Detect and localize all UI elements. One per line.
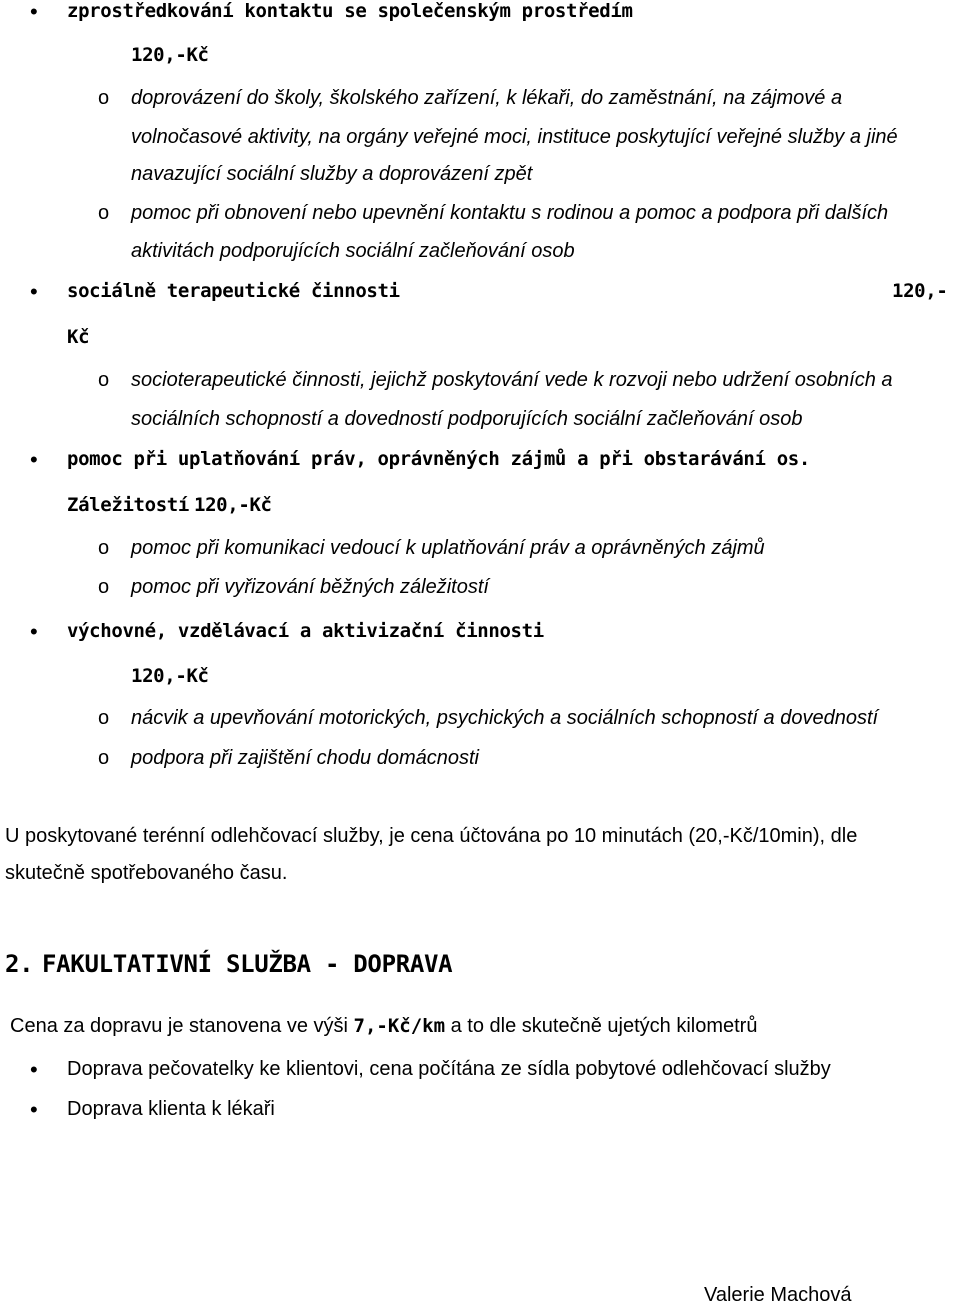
price-value: 7,-Kč/km (353, 1015, 446, 1037)
note-paragraph-line: U poskytované terénní odlehčovací služby, je cena účtována po 10 minutách (20,-Kč/10min), dle (5, 825, 858, 847)
section-heading-continued: Záležitostí (67, 494, 189, 516)
bullet-marker: • (30, 279, 38, 304)
sub-bullet-marker: o (98, 87, 110, 109)
section-price-continued: Kč (67, 326, 90, 348)
list-item-line: navazující sociální služby a doprovázení zpět (131, 163, 533, 185)
list-item-line: sociálních schopností a dovedností podporujících sociální začleňování osob (131, 408, 803, 430)
section2-title: FAKULTATIVNÍ SLUŽBA - DOPRAVA (42, 950, 453, 978)
list-item-line: doprovázení do školy, školského zařízení, k lékaři, do zaměstnání, na zájmové a (131, 87, 843, 109)
list-item-line: aktivitách podporujících sociální začleňování osob (131, 240, 575, 262)
list-item-line: socioterapeutické činnosti, jejichž poskytování vede k rozvoji nebo udržení osobních a (131, 369, 893, 391)
bullet-marker: • (30, 0, 38, 24)
section-heading: sociálně terapeutické činnosti (67, 280, 400, 302)
sub-bullet-marker: o (98, 747, 110, 769)
sub-bullet-marker: o (98, 369, 110, 391)
price-prefix: Cena za dopravu je stanovena ve výši (10, 1015, 348, 1037)
sub-bullet-marker: o (98, 202, 110, 224)
section-heading: pomoc při uplatňování práv, oprávněných zájmů a při obstarávání os. (67, 448, 810, 470)
list-item-line: pomoc při komunikaci vedoucí k uplatňování práv a oprávněných zájmů (131, 537, 765, 559)
list-item-line: nácvik a upevňování motorických, psychických a sociálních schopností a dovedností (131, 707, 879, 729)
section-price: 120,-Kč (131, 665, 209, 687)
list-item-line: volnočasové aktivity, na orgány veřejné moci, instituce poskytující veřejné služby a jiné (131, 126, 898, 148)
list-item-line: podpora při zajištění chodu domácnosti (131, 747, 479, 769)
sub-bullet-marker: o (98, 576, 110, 598)
section-heading: zprostředkování kontaktu se společenským prostředím (67, 0, 633, 22)
section2-number: 2. (5, 950, 34, 978)
bullet-marker: • (30, 1097, 38, 1122)
list-item: Doprava pečovatelky ke klientovi, cena počítána ze sídla pobytové odlehčovací služby (67, 1058, 831, 1080)
list-item-line: pomoc při obnovení nebo upevnění kontaktu s rodinou a pomoc a podpora při dalších (131, 202, 889, 224)
sub-bullet-marker: o (98, 707, 110, 729)
list-item-line: pomoc při vyřizování běžných záležitostí (131, 576, 489, 598)
bullet-marker: • (30, 447, 38, 472)
sub-bullet-marker: o (98, 537, 110, 559)
bullet-marker: • (30, 619, 38, 644)
section-price: 120,-Kč (131, 44, 209, 66)
bullet-marker: • (30, 1057, 38, 1082)
section-price: 120,- (892, 280, 948, 302)
list-item: Doprava klienta k lékaři (67, 1098, 275, 1120)
price-suffix: a to dle skutečně ujetých kilometrů (450, 1015, 758, 1037)
note-paragraph-line: skutečně spotřebovaného času. (5, 862, 288, 884)
signature: Valerie Machová (704, 1284, 852, 1306)
price-sentence (10, 1015, 757, 1038)
section-price: 120,-Kč (194, 494, 272, 516)
section-heading: výchovné, vzdělávací a aktivizační činnosti (67, 620, 544, 642)
